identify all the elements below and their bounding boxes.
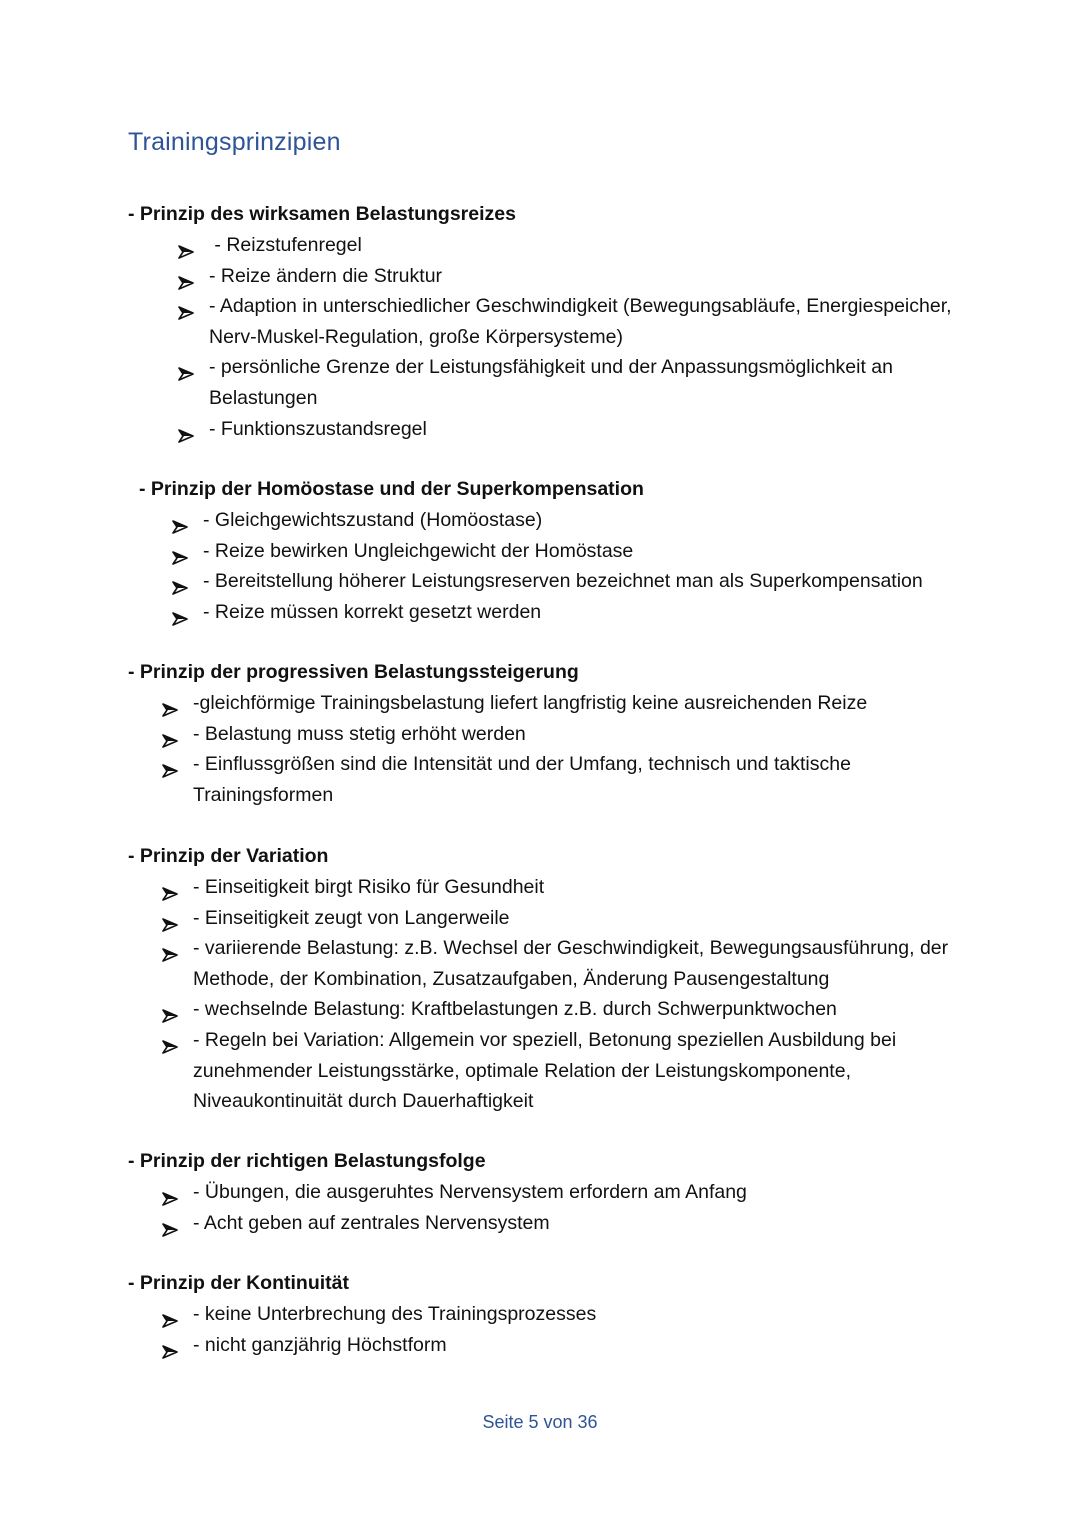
section-wirksamer-belastungsreiz bbox=[128, 199, 979, 444]
arrowhead-bullet-icon bbox=[172, 544, 188, 558]
bullet-list bbox=[193, 872, 953, 1117]
section-variation bbox=[128, 841, 953, 1117]
section-homoeostase bbox=[139, 474, 1003, 627]
list-item-text: - Reizstufenregel bbox=[209, 234, 362, 256]
list-item-text: - Regeln bei Variation: Allgemein vor speziell, Betonung speziellen Ausbildung bei zunehmender Leistungsstärke, optimale Relation der Leistungskomponente, Niveaukontinuität durch Dauerhaftigkeit bbox=[193, 1028, 897, 1113]
bullet-list bbox=[193, 1177, 953, 1238]
section-progressive-belastungssteigerung bbox=[128, 657, 913, 810]
list-item-text: - Belastung muss stetig erhöht werden bbox=[193, 722, 526, 745]
list-item bbox=[193, 994, 953, 1025]
arrowhead-bullet-icon bbox=[162, 880, 178, 894]
list-item-text: - Reize müssen korrekt gesetzt werden bbox=[203, 600, 542, 623]
section-heading: - Prinzip des wirksamen Belastungsreizes bbox=[128, 203, 516, 225]
list-item bbox=[209, 261, 979, 292]
list-item bbox=[193, 749, 913, 810]
list-item bbox=[193, 719, 913, 750]
list-item-text: - variierende Belastung: z.B. Wechsel der Geschwindigkeit, Bewegungsausführung, der Methode, der Kombination, Zusatzaufgaben, Änderung Pausengestaltung bbox=[193, 937, 949, 990]
section-heading: - Prinzip der progressiven Belastungssteigerung bbox=[128, 661, 579, 683]
arrowhead-bullet-icon bbox=[162, 727, 178, 741]
list-item bbox=[203, 566, 1003, 597]
list-item bbox=[193, 1177, 953, 1208]
list-item-text: - Bereitstellung höherer Leistungsreserven bezeichnet man als Superkompensation bbox=[203, 570, 923, 593]
list-item-text: - Reize bewirken Ungleichgewicht der Homöstase bbox=[203, 539, 634, 562]
bullet-list bbox=[209, 230, 979, 444]
list-item-text: - Funktionszustandsregel bbox=[209, 417, 427, 440]
arrowhead-bullet-icon bbox=[162, 941, 178, 955]
arrowhead-bullet-icon bbox=[178, 299, 194, 313]
section-heading: - Prinzip der richtigen Belastungsfolge bbox=[128, 1150, 486, 1172]
arrowhead-bullet-icon bbox=[172, 574, 188, 588]
list-item-text: - Gleichgewichtszustand (Homöostase) bbox=[203, 509, 543, 531]
arrowhead-bullet-icon bbox=[162, 1338, 178, 1352]
list-item bbox=[209, 414, 979, 445]
arrowhead-bullet-icon bbox=[162, 1002, 178, 1016]
arrowhead-bullet-icon bbox=[172, 605, 188, 619]
arrowhead-bullet-icon bbox=[162, 757, 178, 771]
page-number: Seite 5 von 36 bbox=[482, 1412, 598, 1432]
list-item bbox=[203, 597, 1003, 628]
list-item-text: - Einflussgrößen sind die Intensität und der Umfang, technisch und taktische Trainingsformen bbox=[193, 753, 851, 806]
list-item-text: -gleichförmige Trainingsbelastung liefert langfristig keine ausreichenden Reize bbox=[193, 692, 868, 714]
bullet-list bbox=[193, 688, 913, 810]
list-item bbox=[209, 230, 979, 261]
arrowhead-bullet-icon bbox=[162, 1216, 178, 1230]
list-item bbox=[193, 933, 953, 994]
list-item-text: - Einseitigkeit zeugt von Langerweile bbox=[193, 906, 510, 929]
list-item bbox=[209, 352, 979, 413]
bullet-list bbox=[203, 505, 1003, 627]
list-item bbox=[193, 1025, 953, 1117]
list-item bbox=[209, 291, 979, 352]
list-item-text: - persönliche Grenze der Leistungsfähigkeit und der Anpassungsmöglichkeit an Belastungen bbox=[209, 356, 893, 409]
list-item bbox=[193, 903, 953, 934]
section-heading: - Prinzip der Kontinuität bbox=[128, 1272, 349, 1294]
list-item bbox=[193, 872, 953, 903]
list-item-text: - keine Unterbrechung des Trainingsprozesses bbox=[193, 1303, 597, 1325]
list-item bbox=[203, 536, 1003, 567]
list-item-text: - Acht geben auf zentrales Nervensystem bbox=[193, 1211, 550, 1234]
section-heading: - Prinzip der Variation bbox=[128, 845, 329, 867]
list-item-text: - wechselnde Belastung: Kraftbelastungen z.B. durch Schwerpunktwochen bbox=[193, 998, 837, 1021]
bullet-list bbox=[193, 1299, 953, 1360]
arrowhead-bullet-icon bbox=[178, 422, 194, 436]
list-item-text: - Übungen, die ausgeruhtes Nervensystem erfordern am Anfang bbox=[193, 1181, 747, 1203]
arrowhead-bullet-icon bbox=[178, 269, 194, 283]
arrowhead-bullet-icon bbox=[172, 513, 188, 527]
list-item bbox=[203, 505, 1003, 536]
list-item bbox=[193, 1330, 953, 1361]
arrowhead-bullet-icon bbox=[178, 360, 194, 374]
arrowhead-bullet-icon bbox=[162, 1185, 178, 1199]
list-item-text: - Adaption in unterschiedlicher Geschwindigkeit (Bewegungsabläufe, Energiespeicher, Nerv-Muskel-Regulation, große Körpersysteme) bbox=[209, 295, 952, 348]
section-belastungsfolge bbox=[128, 1146, 953, 1238]
list-item bbox=[193, 688, 913, 719]
list-item bbox=[193, 1299, 953, 1330]
section-kontinuitaet bbox=[128, 1268, 953, 1360]
page-title: Trainingsprinzipien bbox=[128, 128, 341, 156]
arrowhead-bullet-icon bbox=[162, 1307, 178, 1321]
section-heading: - Prinzip der Homöostase und der Superkompensation bbox=[139, 478, 644, 500]
list-item-text: - nicht ganzjährig Höchstform bbox=[193, 1333, 447, 1356]
arrowhead-bullet-icon bbox=[162, 911, 178, 925]
arrowhead-bullet-icon bbox=[162, 1033, 178, 1047]
arrowhead-bullet-icon bbox=[162, 696, 178, 710]
arrowhead-bullet-icon bbox=[178, 238, 194, 252]
list-item bbox=[193, 1208, 953, 1239]
list-item-text: - Reize ändern die Struktur bbox=[209, 264, 443, 287]
list-item-text: - Einseitigkeit birgt Risiko für Gesundheit bbox=[193, 876, 545, 898]
